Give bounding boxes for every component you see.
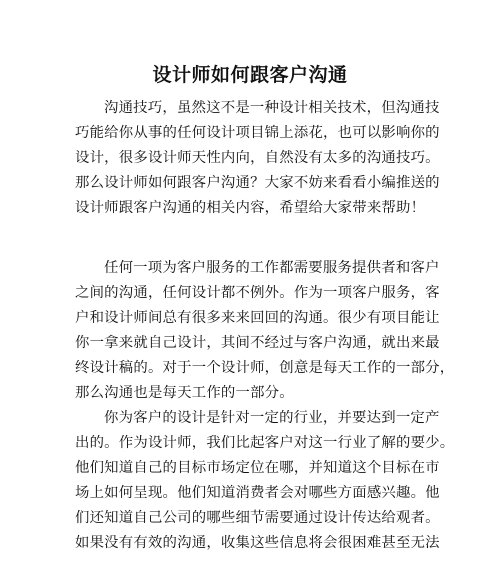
paragraph-line: 出的。作为设计师，我们比起客户对这一行业了解的要少。 [75,435,455,451]
paragraph-line: 你一拿来就自己设计，其间不经过与客户沟通，就出来最 [75,335,440,351]
paragraph-line: 设计，很多设计师天性内向，自然没有太多的沟通技巧。 [75,150,440,166]
paragraph-line: 任何一项为客户服务的工作都需要服务提供者和客户 [104,260,440,276]
paragraph-line: 设计师跟客户沟通的相关内容，希望给大家带来帮助！ [75,200,426,216]
paragraph-line: 场上如何呈现。他们知道消费者会对哪些方面感兴趣。他 [75,485,440,501]
paragraph-line: 户和设计师间总有很多来来回回的沟通。很少有项目能让 [75,310,440,326]
paragraph-line: 他们知道自己的目标市场定位在哪，并知道这个目标在市 [75,460,440,476]
paragraph-line: 那么设计师如何跟客户沟通？大家不妨来看看小编推送的 [75,175,440,191]
paragraph-line: 终设计稿的。对于一个设计师，创意是每天工作的一部分， [75,360,455,376]
paragraph-line: 你为客户的设计是针对一定的行业，并要达到一定产 [104,410,440,426]
paragraph-line: 那么沟通也是每天工作的一部分。 [75,385,294,401]
paragraph-line: 之间的沟通，任何设计都不例外。作为一项客户服务，客 [75,285,440,301]
paragraph-line: 如果没有有效的沟通，收集这些信息将会很困难甚至无法 [75,535,440,551]
paragraph-line: 巧能给你从事的任何设计项目锦上添花，也可以影响你的 [75,125,440,141]
paragraph-line: 们还知道自己公司的哪些细节需要通过设计传达给观者。 [75,510,440,526]
document-title: 设计师如何跟客户沟通 [152,64,348,86]
paragraph-line: 沟通技巧，虽然这不是一种设计相关技术，但沟通技 [104,100,440,116]
